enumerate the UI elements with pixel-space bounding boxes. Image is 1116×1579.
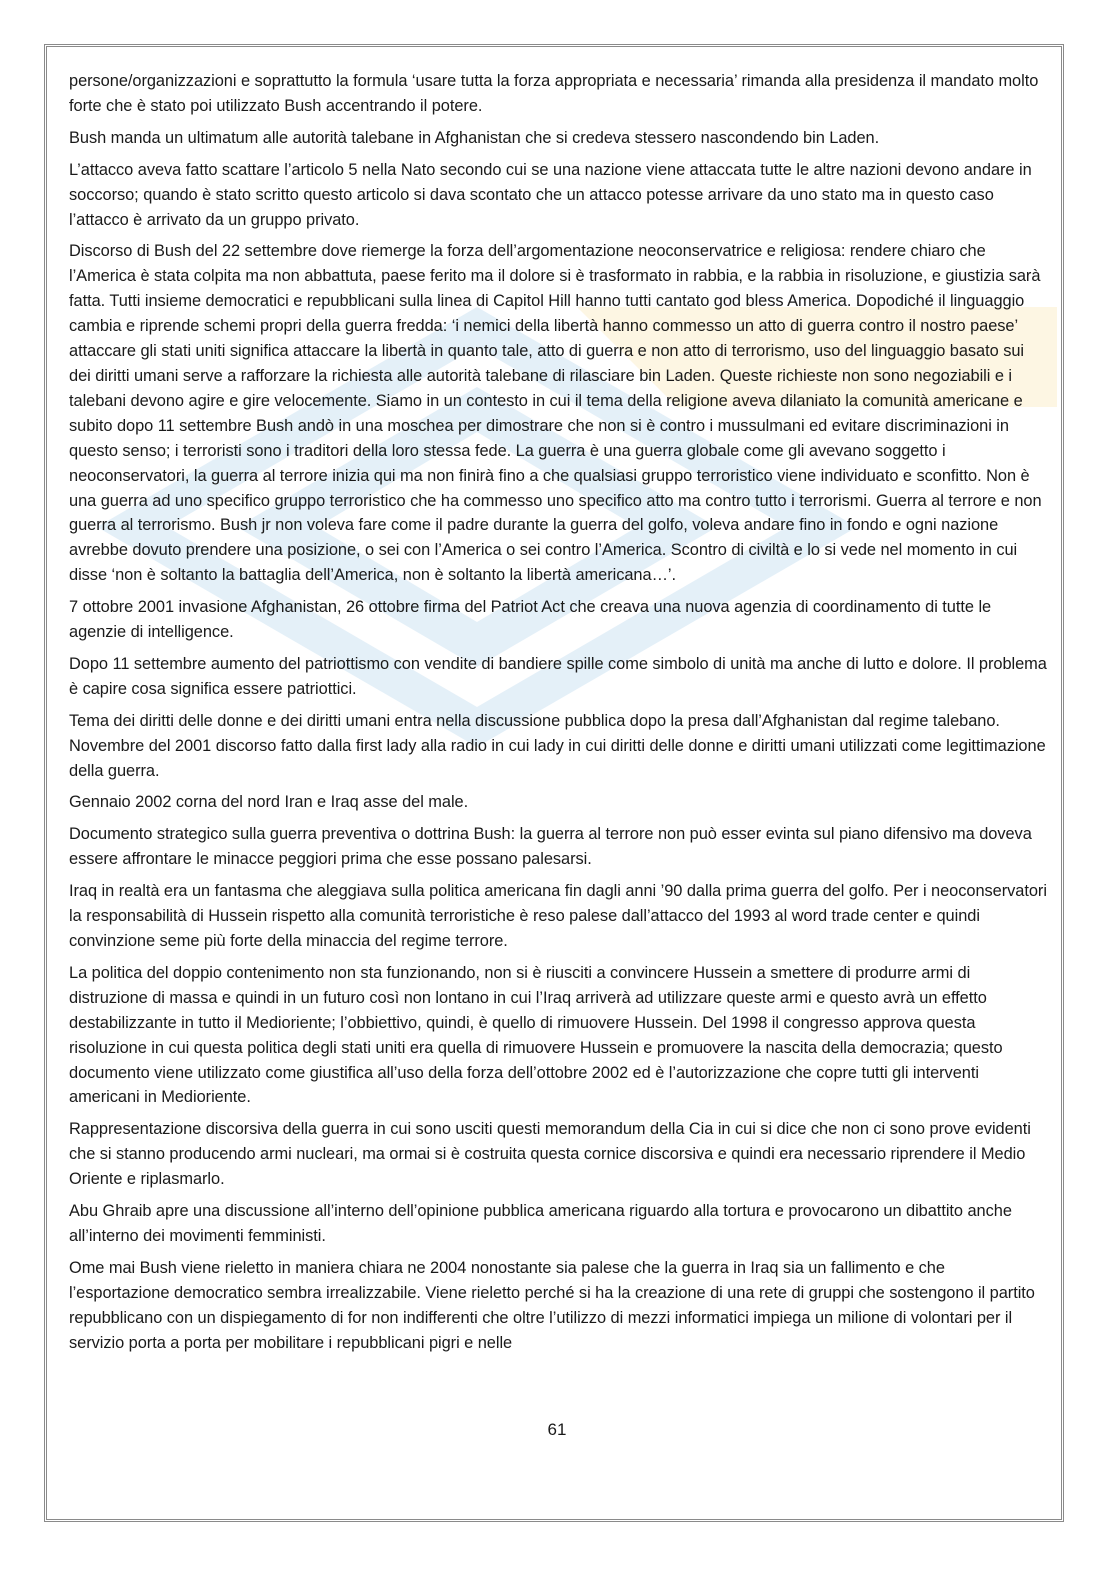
paragraph: Gennaio 2002 corna del nord Iran e Iraq asse del male. bbox=[69, 793, 469, 812]
page-number: 61 bbox=[547, 1420, 567, 1439]
paragraph: Documento strategico sulla guerra preventiva o dottrina Bush: la guerra al terrore non può esser evinta sul piano difensivo ma doveva essere affrontare le minacce peggiori prima che esse possano palesarsi. bbox=[69, 825, 1032, 869]
paragraph: L’attacco aveva fatto scattare l’articolo 5 nella Nato secondo cui se una nazione viene attaccata tutte le altre nazioni devono andare in soccorso; quando è stato scritto questo articolo si dava scontato che un attacco potesse arrivare da uno stato ma in questo caso l’attacco è arrivato da un gruppo privato. bbox=[69, 160, 1032, 229]
paragraph: Ome mai Bush viene rieletto in maniera chiara ne 2004 nonostante sia palese che la guerra in Iraq sia un fallimento e che l’esportazione democratico sembra irrealizzabile. Viene rieletto perché si ha la creazione di una rete di gruppi che sostengono il partito repubblicano con un dispiegamento di for non indifferenti che oltre l’utilizzo di mezzi informatici impiega un milione di volontari per il servizio porta a porta per mobilitare i repubblicani pigri e nelle bbox=[69, 1258, 1035, 1352]
paragraph: La politica del doppio contenimento non sta funzionando, non si è riusciti a convincere Hussein a smettere di produrre armi di distruzione di massa e quindi in un futuro così non lontano in cui l’Iraq arriverà ad utilizzare queste armi e questo avrà un effetto destabilizzante in tutto il Medioriente; l’obbiettivo, quindi, è quello di rimuovere Hussein. Del 1998 il congresso approva questa risoluzione in cui questa politica degli stati uniti era quella di rimuovere Hussein e promuovere la nascita della democrazia; questo documento viene utilizzato come giustifica all’uso della forza dell’ottobre 2002 ed è l’autorizzazione che copre tutti gli interventi americani in Medioriente. bbox=[69, 963, 1003, 1107]
paragraph: Bush manda un ultimatum alle autorità talebane in Afghanistan che si credeva stessero nascondendo bin Laden. bbox=[69, 128, 880, 147]
paragraph: 7 ottobre 2001 invasione Afghanistan, 26 ottobre firma del Patriot Act che creava una nuova agenzia di coordinamento di tutte le agenzie di intelligence. bbox=[69, 598, 992, 642]
page-frame bbox=[44, 44, 1064, 1522]
paragraph: Rappresentazione discorsiva della guerra in cui sono usciti questi memorandum della Cia in cui si dice che non ci sono prove evidenti che si stanno producendo armi nucleari, ma ormai si è costruita questa cornice discorsiva e quindi era necessario riprendere il Medio Oriente e riplasmarlo. bbox=[69, 1120, 1031, 1189]
paragraph: Tema dei diritti delle donne e dei diritti umani entra nella discussione pubblica dopo la presa dall’Afghanistan dal regime talebano. Novembre del 2001 discorso fatto dalla first lady alla radio in cui lady in cui diritti delle donne e diritti umani utilizzati come legittimazione della guerra. bbox=[69, 711, 1046, 780]
paragraph: Abu Ghraib apre una discussione all’interno dell’opinione pubblica americana riguardo alla tortura e provocarono un dibattito anche all’interno dei movimenti femministi. bbox=[69, 1202, 1012, 1245]
document-body bbox=[69, 69, 1049, 1363]
paragraph: persone/organizzazioni e soprattutto la formula ‘usare tutta la forza appropriata e necessaria’ rimanda alla presidenza il mandato molto forte che è stato poi utilizzato Bush accentrando il potere. bbox=[69, 72, 1039, 115]
paragraph: Iraq in realtà era un fantasma che aleggiava sulla politica americana fin dagli anni ’90 dalla prima guerra del golfo. Per i neoconservatori la responsabilità di Hussein rispetto alla comunità terroristiche è reso palese dall’attacco del 1993 al word trade center e quindi convinzione seme più forte della minaccia del regime terrore. bbox=[69, 882, 1047, 950]
paragraph: Discorso di Bush del 22 settembre dove riemerge la forza dell’argomentazione neoconservatrice e religiosa: rendere chiaro che l’America è stata colpita ma non abbattuta, paese ferito ma il dolore si è trasformato in rabbia, e la rabbia in risoluzione, e giustizia sarà fatta. Tutti insieme democratici e repubblicani sulla linea di Capitol Hill hanno tutti cantato god bless America. Dopodiché il linguaggio cambia e riprende schemi propri della guerra fredda: ‘i nemici della libertà hanno commesso un atto di guerra contro il nostro paese’ attaccare gli stati uniti significa attaccare la libertà in quanto tale, atto di guerra e non atto di terrorismo, uso del linguaggio basato sui dei diritti umani serve a rafforzare la richiesta alle autorità talebane di rilasciare bin Laden. Queste richieste non sono negoziabili e i talebani devono agire e gire velocemente. Siamo in un contesto in cui il tema della religione aveva dilaniato la comunità americane e subito dopo 11 settembre Bush andò in una moschea per dimostrare che non si è contro i mussulmani ed evitare discriminazioni in questo senso; i terroristi sono i traditori della loro stessa fede. La guerra è una guerra globale come gli avevano soggetto i neoconservatori, la guerra al terrore inizia qui ma non finirà fino a che qualsiasi gruppo terroristico viene individuato e sconfitto. Non è una guerra ad uno specifico gruppo terroristico che ha commesso uno specifico atto ma contro tutto i terrorismi. Guerra al terrore e non guerra al terrorismo. Bush jr non voleva fare come il padre durante la guerra del golfo, voleva andare fino in fondo e ogni nazione avrebbe dovuto prendere una posizione, o sei con l’America o sei contro l’America. Scontro di civiltà e lo si vede nel momento in cui disse ‘non è soltanto la battaglia dell’America, non è soltanto la libertà americana…’. bbox=[69, 242, 1042, 585]
paragraph: Dopo 11 settembre aumento del patriottismo con vendite di bandiere spille come simbolo di unità ma anche di lutto e dolore. Il problema è capire cosa significa essere patriottici. bbox=[69, 654, 1047, 698]
